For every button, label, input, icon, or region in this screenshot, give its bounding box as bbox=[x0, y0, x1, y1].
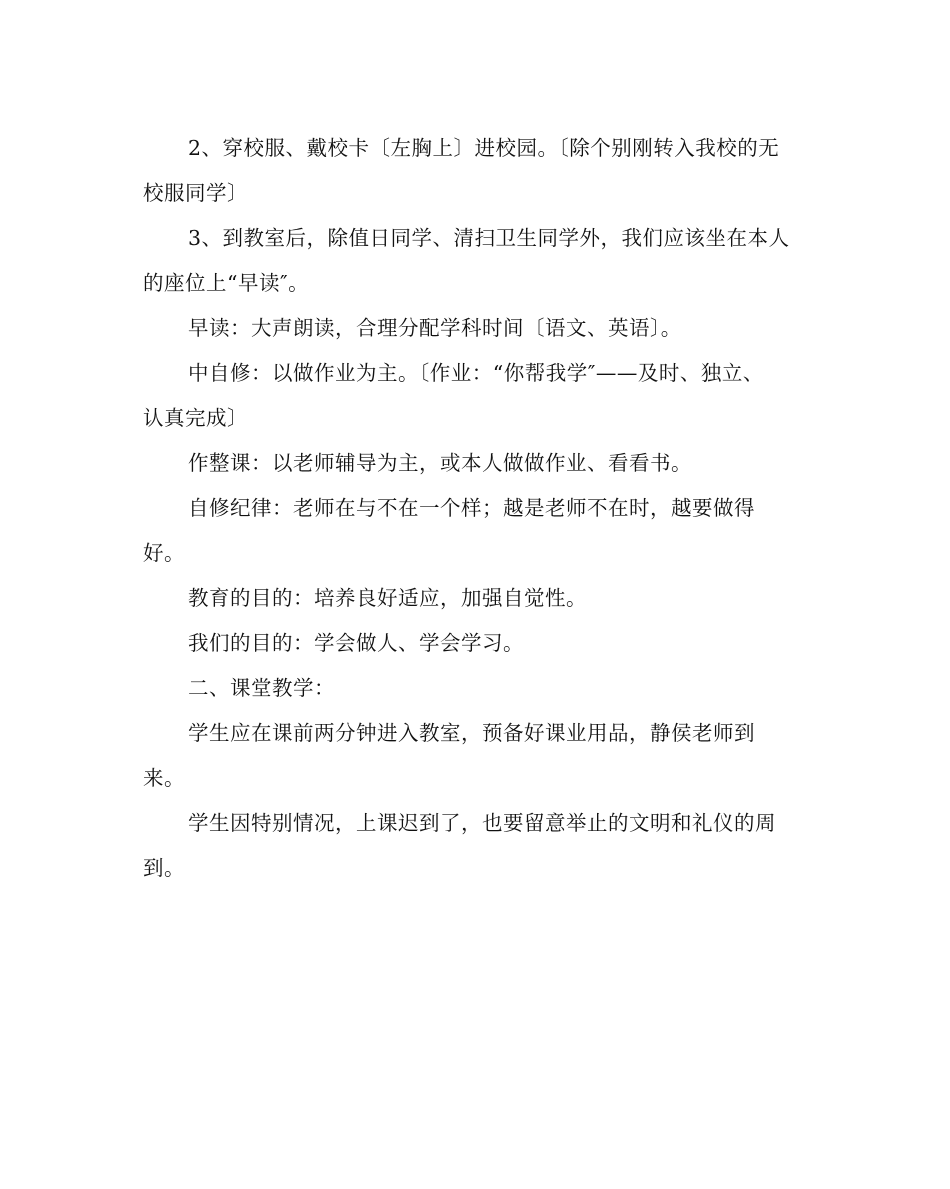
text-line: 校服同学〕 bbox=[143, 181, 248, 205]
text-line: 学生因特别情况，上课迟到了，也要留意举止的文明和礼仪的周 bbox=[188, 811, 776, 835]
paragraph-morning-reading bbox=[143, 306, 813, 351]
text-line: 认真完成〕 bbox=[143, 406, 248, 430]
paragraph-late-arrival bbox=[143, 801, 813, 891]
text-line: 自修纪律：老师在与不在一个样；越是老师不在时，越要做得 bbox=[188, 496, 755, 520]
text-line: 好。 bbox=[143, 541, 185, 565]
paragraph-noon-study bbox=[143, 351, 813, 441]
text-line: 的座位上“早读″。 bbox=[143, 271, 310, 295]
text-line: 来。 bbox=[143, 766, 185, 790]
text-line: 学生应在课前两分钟进入教室，预备好课业用品，静侯老师到 bbox=[188, 721, 755, 745]
text-line: 中自修：以做作业为主。〔作业：“你帮我学″——及时、独立、 bbox=[188, 361, 764, 385]
paragraph-education-goal bbox=[143, 576, 813, 621]
paragraph-arrival bbox=[143, 216, 813, 306]
text-line: 3、到教室后，除值日同学、清扫卫生同学外，我们应该坐在本人 bbox=[188, 226, 790, 250]
paragraph-before-class bbox=[143, 711, 813, 801]
text-line: 教育的目的：培养良好适应，加强自觉性。 bbox=[188, 586, 587, 610]
paragraph-full-class bbox=[143, 441, 813, 486]
text-line: 2、穿校服、戴校卡〔左胸上〕进校园。〔除个别刚转入我校的无 bbox=[188, 136, 780, 160]
paragraph-self-study-discipline bbox=[143, 486, 813, 576]
text-line: 二、课堂教学： bbox=[188, 676, 335, 700]
text-line: 早读：大声朗读，合理分配学科时间〔语文、英语〕。 bbox=[188, 316, 682, 340]
paragraph-our-goal bbox=[143, 621, 813, 666]
text-line: 我们的目的：学会做人、学会学习。 bbox=[188, 631, 524, 655]
paragraph-uniform bbox=[143, 126, 813, 216]
text-line: 到。 bbox=[143, 856, 185, 880]
section-heading-classroom-teaching bbox=[143, 666, 813, 711]
document-body bbox=[143, 126, 813, 891]
text-line: 作整课：以老师辅导为主，或本人做做作业、看看书。 bbox=[188, 451, 692, 475]
